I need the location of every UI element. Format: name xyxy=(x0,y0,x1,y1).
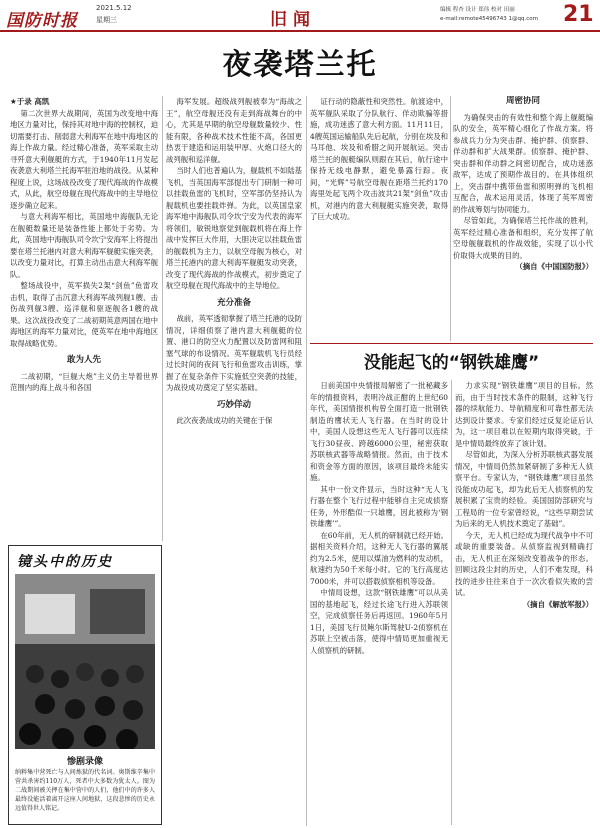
paragraph: 日前美国中央情报局解密了一批秘藏多年的情报资料，表明冷战正酣的上世纪60年代，美国情报机构曾全面打造一批钢铁制造的鹰状无人飞行器。在当时的设计中，美国人设想这些无人飞行器可以连续飞行30昼夜、跨越6000公里，秘密获取苏联核武器等战略情报。然而，由于技术和资金等方面的原因，该项目最终未能实施。 xyxy=(310,381,448,482)
paragraph: 当时人们也普遍认为，舰载机不如陆基飞机，当英国海军部提出专门研制一种可以挂载鱼雷的飞机时，空军部仍坚持认为舰载机也要挂载炸弹。为此，以英国皇家海军地中海舰队司令坎宁安为代表的海军将领们，敏锐地察觉到舰载机将在海上作战中发挥巨大作用，大胆决定以挂载鱼雷的舰载机为主力，以航空母舰为核心，对塔兰托港内的意大利海军舰艇发动突袭，改变了现代海战的作战模式，初步奠定了航空母舰在现代海战中的主导地位。 xyxy=(166,166,302,290)
paragraph: 海军发展。超级战列舰被奉为“海战之王”，航空母舰还没有走到海战舞台的中心，尤其是早期的航空母舰数量较少、性能有限，各种战术技术性能不高，各国更热衷于建造和运用装甲厚、火炮口径大的战列舰和巡洋舰。 xyxy=(166,97,302,164)
article2-source: （摘自《解放军报》） xyxy=(522,599,593,609)
article2-column-1 xyxy=(310,380,448,825)
article1-column-4 xyxy=(453,96,593,341)
column-divider xyxy=(450,96,451,341)
paragraph: 在60年前，无人机的研制就已经开始。据相关资料介绍，这种无人飞行器的翼展约为2.5米，使用以煤油为燃料的发动机，航速约为50千米每小时。它的飞行高度达7000米，并可以搭载侦察相机等设备。 xyxy=(310,530,448,586)
subheading: 充分准备 xyxy=(216,297,251,308)
column-divider xyxy=(306,96,307,826)
column-divider xyxy=(162,96,163,541)
subheading: 巧妙佯动 xyxy=(216,399,251,410)
paragraph: 今天，无人机已经成为现代战争中不可或缺的重要装备。从侦察监视到精确打击，无人机正在深刻改变着战争的形态。回顾这段尘封的历史，人们不难发现，科技的进步往往来自于一次次看似失败的尝试。 xyxy=(455,530,593,597)
paragraph: 此次夜袭战成功的关键在于保 xyxy=(176,416,273,425)
article2-column-2 xyxy=(455,380,593,825)
editor-email: e-mail:remote45496743 1@qq.com xyxy=(440,16,539,22)
article1-headline: 夜袭塔兰托 xyxy=(222,47,378,81)
paragraph: 其中一份文件显示，当时这种“无人飞行器在整个飞行过程中能够自主完成侦察任务，外形酷似一只雄鹰，因此被称为‘钢铁雄鹰’”。 xyxy=(310,484,448,528)
paragraph: 为确保突击的有效性和整个海上舰艇编队的安全，英军精心细化了作战方案。将参战兵力分为突击群、掩护群、侦察群、佯动群和扩大战果群。侦察群、掩护群、突击群和佯动群之间密切配合，成功迷惑敌军，达成了预期作战目的。在具体组织上，突击群中携带鱼雷和照明弹的飞机相互配合，战术运用灵活，体现了英军周密的作战筹划与协同能力。 xyxy=(453,112,593,214)
article1-column-2 xyxy=(166,96,302,754)
article1-column-3 xyxy=(310,96,448,341)
history-photo-box xyxy=(8,545,162,825)
paragraph: 二战初期，“巨舰大炮”主义仍主导着世界范围内的海上战斗和各国 xyxy=(10,371,158,392)
paragraph: 与意大利海军相比，英国地中海舰队无论在舰艇数量还是装备性能上都处于劣势。为此，英国地中海舰队司令坎宁安海军上将提出要在塔兰托港内对意大利海军舰艇实施突袭，以改变力量对比，打算主动出击意大利海军舰队。 xyxy=(10,212,158,279)
paragraph: 尽管如此，为深入分析苏联核武器发展情况，中情局仍然加紧研制了多种无人侦察平台。专家认为，“钢铁雄鹰”项目虽然没能成功起飞，却为此后无人侦察机的发展积累了宝贵的经验。美国国防部研究与工程局的一位专家曾经说，“这些早期尝试为后来的无人机技术奠定了基础”。 xyxy=(455,450,593,528)
article2-headline: 没能起飞的“钢铁雄鹰” xyxy=(363,353,540,373)
editor-credits: 编辑 程杏 设计 郑伟 校对 田丽 xyxy=(440,7,515,13)
paragraph: 中情局设想，这款“钢铁雄鹰”可以从美国的基地起飞，经过长途飞行进入苏联领空，完成侦察任务后再返回。1960年5月1日，美国飞行员鲍尔斯驾驶U-2侦察机在苏联上空被击落，使得中情局更加重视无人侦察机的研制。 xyxy=(310,588,448,655)
article1-source: （摘自《中国国防报》） xyxy=(515,262,593,271)
photo-illustration xyxy=(15,574,155,749)
article1-column-1 xyxy=(10,96,158,541)
paragraph: 战前，英军透彻掌握了塔兰托港的设防情况，详细侦察了港内意大利舰艇的位置、港口的防空火力配置以及防雷网和阻塞气球的布设情况。英军舰载机飞行员经过长时间的夜间飞行和鱼雷攻击训练，掌握了在复杂条件下实施低空突袭的技能，为战役成功奠定了坚实基础。 xyxy=(166,314,302,392)
history-column-title: 镜头中的历史 xyxy=(17,554,113,570)
paper-name-logo: 国防时报 xyxy=(6,11,78,31)
paragraph: 证行动的隐蔽性和突然性。航渡途中，英军舰队采取了分队航行、佯动欺骗等措施，成功迷惑了意大利方面。11月11日，4艘英国运输船队先后起航，分别在埃及和马耳他、埃及和希腊之间开展航运。突击塔兰托的舰艇编队则跟在其后，航行途中保持无线电静默，避免暴露行踪。夜间，“光辉”号航空母舰在距塔兰托约170海里处起飞两个攻击波共21架“剑鱼”攻击机，对港内的意大利舰艇实施突袭，取得了巨大成功。 xyxy=(310,97,448,221)
historical-photo xyxy=(15,574,155,749)
subheading: 周密协同 xyxy=(505,96,540,106)
subheading: 敢为人先 xyxy=(66,355,101,365)
paragraph: 尽管如此，为确保塔兰托作战的胜利，英军经过精心准备和组织，充分发挥了航空母舰舰载机的作战效能，实现了以小代价取得大成果的目的。 xyxy=(453,216,593,260)
photo-caption-title: 惨剧录像 xyxy=(66,757,103,767)
issue-date: 2021.5.12 xyxy=(96,4,132,12)
photo-caption-text: 纳粹集中营死亡与人间炼狱的代名词。奥斯维辛集中营共杀害约110万人，死者中大多数为犹太人。图为二战期间被关押在集中营中的人们，他们中的许多人最终没能活着离开这座人间地狱，这段悲惨的历史永远值得世人铭记。 xyxy=(15,769,155,812)
article1-byline: ★于录 高凯 xyxy=(10,97,50,106)
paragraph: 力求实现“钢铁雄鹰”项目的目标。然而，由于当时技术条件的限制，这种飞行器的续航能力、导航精度和可靠性都无法达到设计要求。专家们经过反复论证后认为，这一项目难以在短期内取得突破，于是中情局最终放弃了该计划。 xyxy=(455,381,593,448)
issue-weekday: 星期三 xyxy=(96,16,117,24)
column-divider xyxy=(451,380,452,825)
page-number: 21 xyxy=(563,2,594,27)
section-name: 旧闻 xyxy=(270,10,316,30)
paragraph: 整场战役中，英军损失2架“剑鱼”鱼雷攻击机，取得了击沉意大利海军战列舰1艘、击伤战列舰3艘、巡洋舰和驱逐舰各1艘的战果。这次战役改变了二战初期英意两国在地中海地区的海军力量对比，使英军在地中海地区取得战略优势。 xyxy=(10,281,158,348)
paragraph: 第二次世界大战期间，英国为改变地中海地区力量对比，保持其对地中海的控制权，迫切需要打击、削弱意大利海军在地中海地区的海上作战力量。经过精心准备，英军采取主动寻歼意大利舰艇的方式，于1940年11月发起夜袭意大利塔兰托海军驻泊地的战役。从某种程度上说，这场战役改变了现代海战的作战模式，从此，航空母舰在现代海战中的主导地位逐步确立起来。 xyxy=(10,108,158,210)
section-divider xyxy=(310,343,593,344)
